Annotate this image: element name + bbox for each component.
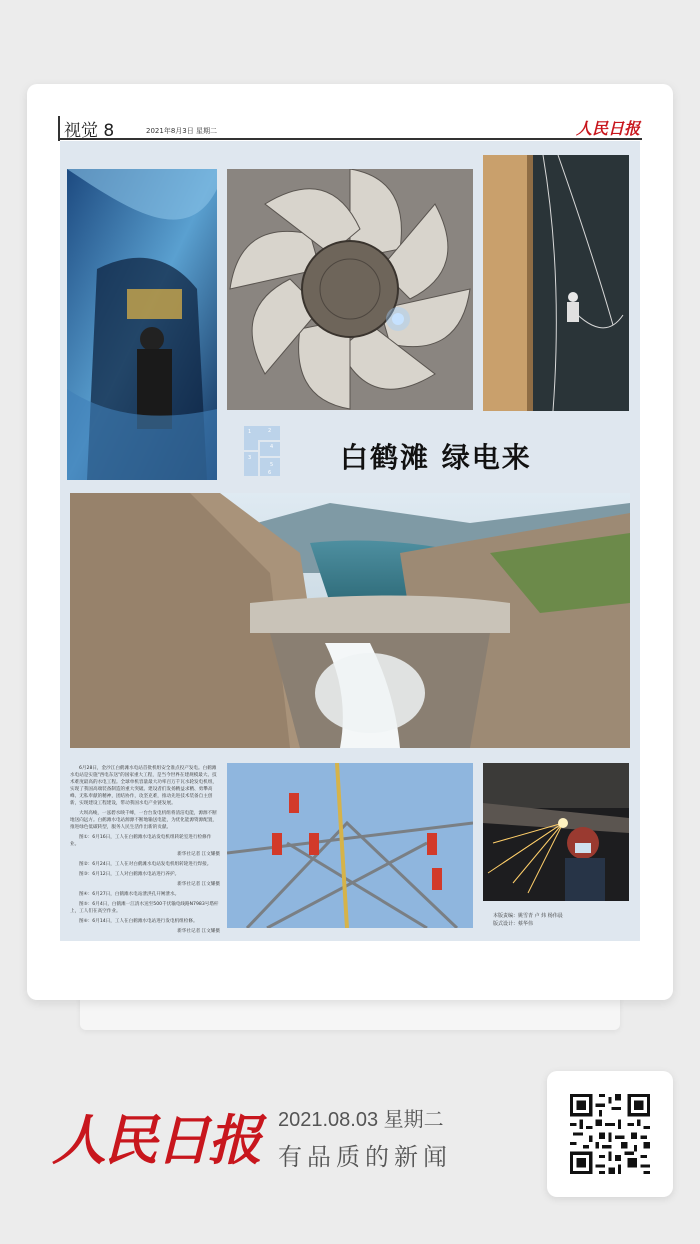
caption-5: 图⑤：6月4日，白鹤滩一江清水送至500千伏输电线路N7983号塔杆上，工人们在高空作业。: [70, 902, 219, 914]
photo-worker-on-wall[interactable]: [483, 155, 629, 411]
photo-tower-workers[interactable]: [227, 763, 473, 928]
photo-index-number: 5: [270, 462, 274, 468]
photo-worker-inside-turbine[interactable]: [67, 169, 217, 480]
photo-turbine-runner[interactable]: [227, 169, 473, 410]
section-label: 视觉: [64, 121, 98, 141]
caption-signature: 新华社记者 江文耀摄: [177, 929, 220, 934]
brand-logo: 人民日报: [52, 1108, 260, 1172]
page-number: 8: [103, 121, 115, 141]
headline: 白鹤滩 绿电来: [340, 441, 532, 474]
designer-credit: 版式设计：蔡华伟: [493, 921, 534, 927]
article-text: [70, 765, 220, 935]
page-credits: [493, 912, 633, 928]
photo-index-number: 1: [248, 429, 252, 435]
photo-index-diagram: [244, 426, 280, 476]
photo-index-number: 2: [268, 428, 272, 434]
editor-credit: 本版责编：姚雪青 卢 炜 杨伟晨: [493, 913, 563, 919]
caption-1: 图①：6月16日，工人在白鹤滩水电站发电机组转轮室进行检修作业。: [70, 835, 212, 847]
caption-2: 图②：6月24日，工人在对白鹤滩水电站发电机组转轮进行焊接。: [79, 862, 212, 867]
masthead-logo: 人民日报: [575, 119, 640, 138]
section-name: [58, 116, 114, 141]
caption-4: 图④：6月27日，白鹤滩水电站泄洪孔开闸泄水。: [79, 892, 180, 897]
caption-signature: 新华社记者 江文耀摄: [177, 852, 220, 857]
qr-card[interactable]: [547, 1071, 673, 1197]
page-header: [58, 116, 642, 140]
page-date: 2021年8月3日 星期二: [146, 127, 217, 135]
photo-index-number: 3: [248, 455, 252, 461]
photo-index-number: 6: [268, 470, 272, 476]
article-paragraph: 大坝高峻，一泓碧水映千峰，一台台发电机组将清洁电能，源源不断地送向远方。白鹤滩水电站源源不断地输送电能，为优化能源资源配置，推进绿色低碳转型，服务人民生活作出新的贡献。: [70, 811, 218, 830]
photo-welder-sparks[interactable]: [483, 763, 629, 901]
photo-dam-panorama[interactable]: [70, 493, 630, 748]
caption-signature: 新华社记者 江文耀摄: [177, 882, 220, 887]
article-paragraph: 6月28日，金沙江白鹤滩水电站首批机组安全准点投产发电。白鹤滩水电站是实施"西电东送"的国家重大工程，是当今世界在建规模最大、技术难度最高的水电工程。全球单机容量最大功率百万千瓦水轮发电机组，实现了我国高端装备制造的重大突破。建设者们发扬精益求精、勇攀高峰、无私奉献的精神，团结协作，攻坚克难，推动先进技术装备自主创新，实现建设工程建设，带动我国水电产业链发展。: [70, 766, 218, 806]
qr-code-icon[interactable]: [570, 1094, 650, 1174]
footer-date: 2021.08.03 星期二: [278, 1109, 444, 1131]
footer-slogan: 有品质的新闻: [278, 1143, 452, 1171]
photo-index-number: 4: [270, 444, 274, 450]
caption-6: 图⑥：6月14日，工人在白鹤滩水电站进行发电机组检修。: [79, 919, 198, 924]
caption-3: 图③：6月12日，工人对白鹤滩水电站进行养护。: [79, 872, 180, 877]
